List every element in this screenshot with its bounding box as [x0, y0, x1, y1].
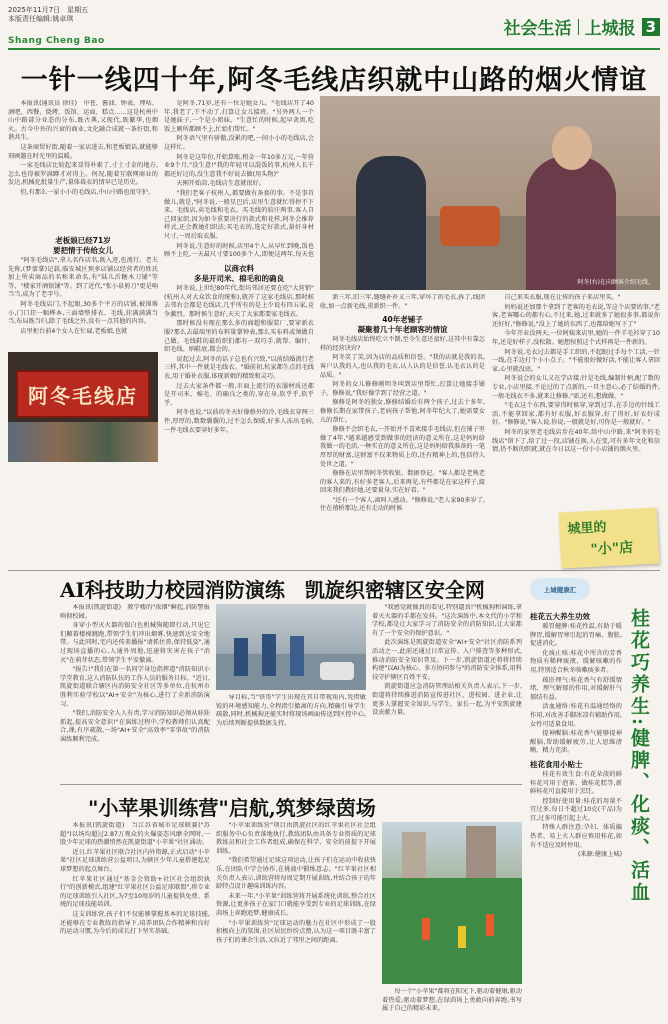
paragraph: 过去大家条件都一般,市面上流行的衣服材质还都是开司米、棉毛、的确良之类的,穿在身,软乎乎,软乎乎。 — [164, 382, 314, 407]
paragraph: "我们老客子杭州人,都要做有条套的事。不是事首做儿,就是,"阿冬说,一般星巴后,店里生意就忙得停不下来。毛线店,卖毛线和毛衣。买毛线的较汗两事,客人自己回家织,因为如今重要决行的款式和花样,阿冬会推荐样式,还会教她们织法;买毛衣的,选定好款式,量好身材尺寸,一周后取衣服。 — [164, 189, 314, 240]
robot-dog — [320, 662, 354, 680]
paragraph: 阿冬的女儿修修刚明冬叫到店里帮忙,打算让她接手铺子。修修说,"我好像学到了经营之道。" — [320, 381, 485, 397]
paragraph: 提神醒脑:桂花香气能够提神醒脑,帮助缓解疲劳,让人思维清晰、精力充沛。 — [530, 730, 622, 755]
yarn-shelves — [8, 422, 158, 462]
paragraph: 这条商贸好街,随着一家店进去,和老板娘话,就能够刻画题在时光里的温暖。 — [8, 143, 158, 160]
story1-column-2 — [164, 100, 314, 258]
story2-column-3 — [372, 604, 522, 778]
paragraph: 这支训练营,孩子们不仅能够掌握基本的足球技能,还能够在专业教练的指导下,培养团队合作精神和良好的运动习惯,为今后的成长打下坚实基础。 — [60, 910, 210, 936]
orange-sweater — [440, 206, 500, 246]
issue-meta — [8, 6, 88, 24]
student-figure — [262, 634, 276, 676]
paragraph: 本报讯(凯旋街道) 当江苏省城市足球联赛("苏超")以场均超过2.87万观众的火爆姿态风靡全网时,一股少年足球的热潮悄然在凯旋街道"小苹果"社区涌动。 — [60, 822, 210, 847]
paragraph: 阿冬说会的女儿又在学店接,针是毛线,编制针柄,配了数的专业,小店里接,不论过的了点新的,一旦主意心,必了结婚的件,一般毛线衣不多,就来让修修,"需,还有,想做做。" — [492, 375, 660, 400]
shop-signboard — [16, 370, 150, 418]
paragraph: 阿冬也说,"以前的冬天好像格外的冷,毛线衣穿两三件,厚厚的,数数囊囊的,过不怎么保暖,好多人冻出毛病,一件毛线衣要穿好多年。 — [164, 409, 314, 434]
story3-column-2 — [216, 822, 376, 1018]
paragraph: 此次演练是凯旋街道安全"AI+安全"社区消防系列活动之一,此前还通过日常宣传、入户排查等多种形式,推动消防安全知识普及。下一步,凯旋街道还将将持续构建"以AI为核心、多方协同参与"的消防安全体系,用科技守护辖区百姓平安。 — [372, 639, 522, 681]
shop-sign-photo — [8, 352, 158, 462]
paragraph: 红苹果社区通过"基金会资助+社区社会组织执行"的创新模式,组建"红苹果社区公益足球联盟",将专业的足球训练引入社区,为7至10周岁的儿童提供免费、系统的足球技能培训。 — [60, 875, 210, 909]
paragraph: 是阿冬,71岁,还有一位是她女儿。"毛线店开了40年,我老了,干不动了,打算让女儿接班。"另外两人一个是她妹子,一个是小姐妹。"生意忙的时候,起早贪黑,吃饭上厕所都顾不上,忙始们帮忙。" — [164, 100, 314, 133]
paragraph: "小苹果训练营"项目由凯旋社区的红苹果社区社会组织服务中心负责落地执行,教练团队由具备专业资质的足球教练员和社会工作者组成,确保在科学、安全的前提下开展训练。 — [216, 822, 376, 855]
paragraph: 本报讯(凯旋街道) 教学楼的"浓烟"瞬起,消防警报响彻校园。 — [60, 604, 210, 620]
story1-column-1b — [8, 232, 158, 350]
story2-headline: AI科技助力校园消防演练 凯旋织密辖区安全网 — [60, 578, 485, 602]
story4-headline: 桂花巧养生:健脾、化痰、活血 — [628, 608, 650, 905]
paragraph: 阿冬说,生意好的时候,店里4个人,从早忙到晚,饭也顾不上吃,一天最尺寸要100多个人,即便这两年,每天也 — [164, 242, 314, 258]
paragraph: "我们,消防安全人人有责,学习消防知识必须从娃娃抓起,提高安全意识!"在演练过程中,学校教师们认真配合,课,有序疏散,一场"AI+安全"高效率"零事故"的消防演练顺利完成。 — [60, 710, 210, 743]
story1-column-1 — [8, 100, 158, 230]
paragraph: 阿冬毛线店始终吃立不倒,至今生意还蛮好,这其中有靠怎样的经营诀窍? — [320, 336, 485, 352]
sticky-line-2: "小"店 — [590, 539, 634, 558]
paragraph: 妈妈说还加那个拿到了老客的毛衣说,等这个店要的事,"老客,老客哪心的都有心,不过来,她,过来就多了她很多事,都说你还好好,"修修说,"没上了她的东西了,也都给她写下了" — [492, 303, 660, 328]
paragraph: 暖胃健脾:桂花性温,有助于暖脾胃,缓解胃寒引起的胃痛、腹胀,促进消化。 — [530, 623, 622, 648]
paragraph: "毛衣这个东西,要穿得时候穿,穿到过手,在手边的针线工活,不能拿回家,都有好衣服,好衣服穿,好了得好,好衣好成好。"修修说,"客人说,你说,一般就是好,可你是一般就好。" — [492, 402, 660, 427]
paragraph: "还有一个客人,离叫人感动。"修修说,"老人家90多岁了,住在禧桥那边,还有走动的时候 — [320, 496, 485, 513]
story2-column-2 — [216, 694, 366, 778]
subheading: 老板娘已经71岁 要把情于传给女儿 — [53, 236, 113, 255]
page-header — [0, 0, 668, 50]
subheading: 以商衣料 多是开司米、棉毛和的确良 — [194, 264, 284, 283]
paragraph: "阿冬毛线店",拿人名作店名,既入迹,也流行。老夫先称,(梦蒙掌)记载,临安城区预多店铺以经营者的姓氏加上所卖商品的名称来命名,有"陆儿沂糖木刀铺"等等、"楼家开酒银铺"等。到了近代,"张小泉剪刀"更是响当当,成为了老字号。 — [8, 257, 158, 299]
page-number: 3 — [642, 18, 660, 36]
paragraph: 阿冬语气里有骄傲,没累的吧,一间小小的毛线店,会这样忙。 — [164, 135, 314, 151]
section-divider — [578, 19, 579, 35]
brand-english: Shang Cheng Bao — [8, 36, 105, 46]
story2-column-1 — [60, 604, 210, 778]
paragraph: "小苹果训练营"足球运动的魅力在社区中形成了一股积极向上的氛围,社区居民纷纷点赞,认为这一项目既丰富了孩子们的课余生活,又拉近了邻里之间的距离。 — [216, 919, 376, 944]
paragraph: 控制好使用量:桂花的用量不宜过多,每日不超过10克(干品)为宜,过多可能引起上火。 — [530, 797, 622, 822]
page-editor: 本版责任编辑:姚卓琪 — [8, 15, 74, 23]
fire-drill-photo — [216, 604, 366, 690]
story1-column-3 — [320, 294, 485, 560]
paragraph: "我感觉就像真的看见,特别逼真!"机械狗和演练,拿着灭火器的手都在发抖。"这次演练中,本文代的小学和学校,都是让大家学习了消防安全的消防知识,让大家都有了一个安全的保护意识。" — [372, 604, 522, 637]
paragraph: 店里柜台前4个女人在忙碌,老板娘,也就 — [20, 327, 128, 335]
paragraph: 化痰止咳:桂花中所含的芳香物质有稀释痰液、缓解咳嗽的作用,特别适合秋冬咳嗽痰多者。 — [530, 649, 622, 674]
story3-headline: "小苹果训练营"启航,筑梦绿茵场 — [88, 796, 376, 820]
football-field-photo — [382, 822, 522, 984]
shopkeeper-face — [552, 126, 592, 170]
health-column — [530, 578, 660, 1018]
paragraph: 新三年,旧三年,缝缝补补又三年,穿坏了的毛衣,拆了,线团收,加一点新毛线,重新织一件。" — [320, 294, 485, 310]
subheading: 桂花五大养生功效 — [530, 612, 590, 621]
paragraph: 今年开业没两天,一位阿姨来店里,她的一件羊毛衫穿了10年,还是好样子,没松散。她想按照这个式样再是一件新的。 — [492, 330, 660, 346]
paragraph: 桂花有效生食:有花朵淡的鲜桂花可用于泡茶、做桂花糕等,新鲜桂花可直接用于烹饪。 — [530, 770, 622, 796]
header-rule — [8, 48, 660, 50]
student-figure — [234, 638, 248, 676]
paragraph: 本报讯(通讯员 徐佳) 中苍、酱油、钟表、理咕、酒吧、西餐、烧烤、饭馆、运面、糕点……这是杭州中山中路部分业态的分布,既古典,又现代,既繁华,也烟火。古今中外的兴衰的商业,文化融合成就一条好街,和谐共生。 — [8, 100, 158, 142]
source-credit: (来源:健康上城) — [577, 851, 622, 859]
section-name: 社会生活 — [503, 19, 572, 39]
shopkeeper-photo — [320, 96, 660, 290]
building — [402, 832, 426, 878]
paragraph: 修修在店里帮阿冬管收银、数据登记。"客人都是老熟老的客人来的,有好多老客人,后来再见,有些都是在家这样子,接回来我们教好她,还要量身,实在好看。" — [320, 470, 485, 495]
story1-column-4 — [492, 294, 660, 502]
issue-date: 2025年11月7日 星期五 — [8, 6, 89, 14]
player-figure — [422, 918, 430, 940]
paragraph: 阿冬的家里老毛线店步在40年,给中山中路,来"阿冬的毛线店"留下了,给了过一段,店铺在换,人在变,可有多年文化和信情,仍不断的织就,就在今日以这一份小小店铺的烟火里。 — [492, 428, 660, 454]
paragraph: 阿冬是这年份,开始算账,租金一年10多万元,一年营业9个月,"没生意!"我的年轻可以混饭的事,杭州人长千都还好过的,没生意我不好说去做(用头物)" — [164, 153, 314, 178]
paper-logo: 上城报 — [584, 19, 636, 39]
paragraph: 天刚开始凉,毛线店生意就很好。 — [176, 180, 265, 188]
paragraph: 阿冬说,上世纪80年代,街坊邻居还要在吃"大营销"(杭州人对大众饮食的统称),就开了这家毛线店,那时候去邻右会都是毛线店,几乎所有的是上少说有四五家,竞争激烈。那时候生意好,天天了大家都要家毛线衣。 — [164, 285, 314, 318]
subheading: 桂花食用小贴士 — [530, 759, 583, 769]
paragraph: 那时候没有现在那么多的商超和服装厂,要穿新衣服?那么去最端里的布料量掌钟表,那么买布料或须做自己做。毛线鞋的最纺织们都有一双巧手,就帮、编针、织毛线、纳鞋底,都会的。 — [164, 320, 314, 354]
paragraph: 疏肝理气:桂花香气有舒缓情绪、理气解郁的作用,对缓解肝气郁结有益。 — [530, 676, 622, 701]
paragraph: 修修不会织毛衣,一开始并不喜欢接手毛线店,但在铺子里做了4年,"越来越感受到做事的经济的意义所在,这是妈妈给我做一的毛活,一种实在的意义所在,这是妈妈给我准备的一笔厚厚的财富,这财富不仅来物质上的,还有精神上的,包括待人处世之道。" — [320, 426, 485, 468]
story-divider — [8, 570, 660, 571]
paragraph: 凯旋街道应急消防管理站相关负责人表示,下一步,街道将持续推进消防宣传进社区、进校园、进企业,让更多人掌握安全知识,与学生、家长一起,为平安凯旋建设贡献力量。 — [372, 683, 522, 717]
story3-column-1 — [60, 822, 210, 1018]
story-divider — [60, 784, 522, 785]
paragraph: 阿冬笑了笑,因为店的品质和信誉。"我的店就是我的名,客户认我的人,也认我的毛衣,认人认的是信誉,认毛衣认的是品质。" — [320, 354, 485, 379]
health-badge-text: 上城健康汇 — [543, 585, 577, 594]
story3-column-3 — [382, 988, 522, 1020]
player-figure — [458, 926, 466, 948]
sticky-note — [559, 507, 660, 568]
shop-sign-text: 阿冬毛线店 — [28, 383, 138, 408]
paragraph: 修修是阿冬的独女,修修结婚后有两个孩子,过去十多年,修修长期在家带孩子,老病孩子帮他,阿冬年纪大了,她需要女儿的帮忙。 — [320, 399, 485, 424]
story1-headline: 一针一线四十年,阿冬毛线店织就中山路的烟火情谊 — [20, 65, 648, 96]
student-figure — [290, 636, 304, 676]
paragraph: 近日,红苹果社区联合社区内外资源,正式启动"小苹果"社区足球训练营公益项目,为辖区少年儿童搭建起足球梦想的起点舞台。 — [60, 848, 210, 873]
paragraph: 一家毛线店比较起来显得朴素了,寸土寸金的地方,怎么也得被罗满蹲才对得上。何况,随着互联网商业的发达,机械化批量生产,量体裁衣的情早已是历史。 — [8, 162, 158, 187]
shopkeeper-figure — [526, 156, 616, 290]
paragraph: 但,有那么一家小小的毛线店,中山中路也很守护。 — [20, 188, 155, 196]
health-text — [530, 608, 622, 1018]
story1-column-2b — [164, 260, 314, 560]
health-badge — [530, 578, 590, 600]
section-banner — [504, 14, 660, 39]
paragraph: "报告!"我们在第一名同学身边指挥道"消防知识小学堂教育,这人消防队伍的工作人员的服务目标。"近日,凯旋街道联合辖区内消防安全社区等多单位,在杭州市胜利实验学校以"AI+安全"为核心,进行了全新消防演习。 — [60, 666, 210, 708]
paragraph: 自己来买衣服,现在让传的孩子来店里买。" — [504, 294, 621, 301]
building — [466, 826, 496, 878]
player-figure — [486, 914, 494, 936]
paragraph: 每一个"小苹果"都将在阳光下,驱动着健康,驱动着热爱,驱动着梦想,在绿茵场上勇敢向前奔跑,书写属于自己的精彩未来。 — [382, 988, 522, 1013]
paragraph: 说起过去,阿冬的话子总也有兴致,"以前结婚流行老三样,其中一件就是毛线衣。"婚前初,杭家都生点的毛线衣,用于婚补衣服,体现新娘的精致和灵巧。 — [164, 355, 314, 380]
paragraph: "我们希望通过足球这项运动,让孩子们在运动中收获快乐,在团队中学会协作,在挑战中锻炼意志。"红苹果社区相关负责人表示,训练营将每周定期开展训练,并结合孩子的年龄特点设计趣味训练内容。 — [216, 857, 376, 891]
paragraph: 导目标,当"铁哥"学生出现在其自带视角内,凭借敏锐的环境感知能力,全程指引撤离的方向,精确引导学生疏散,同时,机械狗还能实时将现场画面传送到区控中心,为后续判断提供数据支持。 — [216, 694, 366, 727]
subheading: 40年老铺子 凝聚着几十年老顾客的情谊 — [357, 315, 448, 335]
paragraph: 活血通络:桂花有温通经络的作用,对改善手脚冰凉有辅助作用,女性可适量食用。 — [530, 703, 622, 728]
paragraph: 身穿小型灭火器的银白色机械狗随即行动,只见它们顺着楼梯跳跑,带领学生们冲出烟雾,快速到达安全地带。与此同时,宅内还传来播报"请抓住鼻,保持低姿",通过现场直播的心,人通外周地,迅速将灾害在孩子"消灭"在萌芽状态,带领学生平安撤离。 — [60, 622, 210, 664]
paragraph: 阿冬说,毛衣过去都是手工织的,不起眼过手每个工活,一针一线,在手边打个小小点子。"不能很好做好活,不能让客人拿回家,心里就没底。" — [492, 348, 660, 373]
paragraph: 未来一年,"小苹果"训练营将开展系统化训练,整合社区资源,让更多孩子在家门口就能享受到专业的足球训练,在绿茵场上奔跑追梦,健康成长。 — [216, 892, 376, 917]
photo-caption: 阿冬(右)在向顾客介绍毛线。 — [577, 279, 654, 286]
paragraph: 特殊人群注意:孕妇、体质偏热者、易上火人群应慎用桂花,如有不适应及时停用。 — [530, 824, 622, 849]
sticky-line-1: 城里的 — [567, 520, 607, 538]
paragraph: 阿冬毛线店门,不起眼,30多个平方的店铺,被围堆小,门口挂一幅桦本,三面墙整排衣、毛线,挂满满满当当,布局既当归,除了毛线之外,没有一点其他的内容。 — [8, 300, 158, 326]
customer-figure — [356, 156, 426, 290]
green-pitch — [382, 878, 522, 984]
